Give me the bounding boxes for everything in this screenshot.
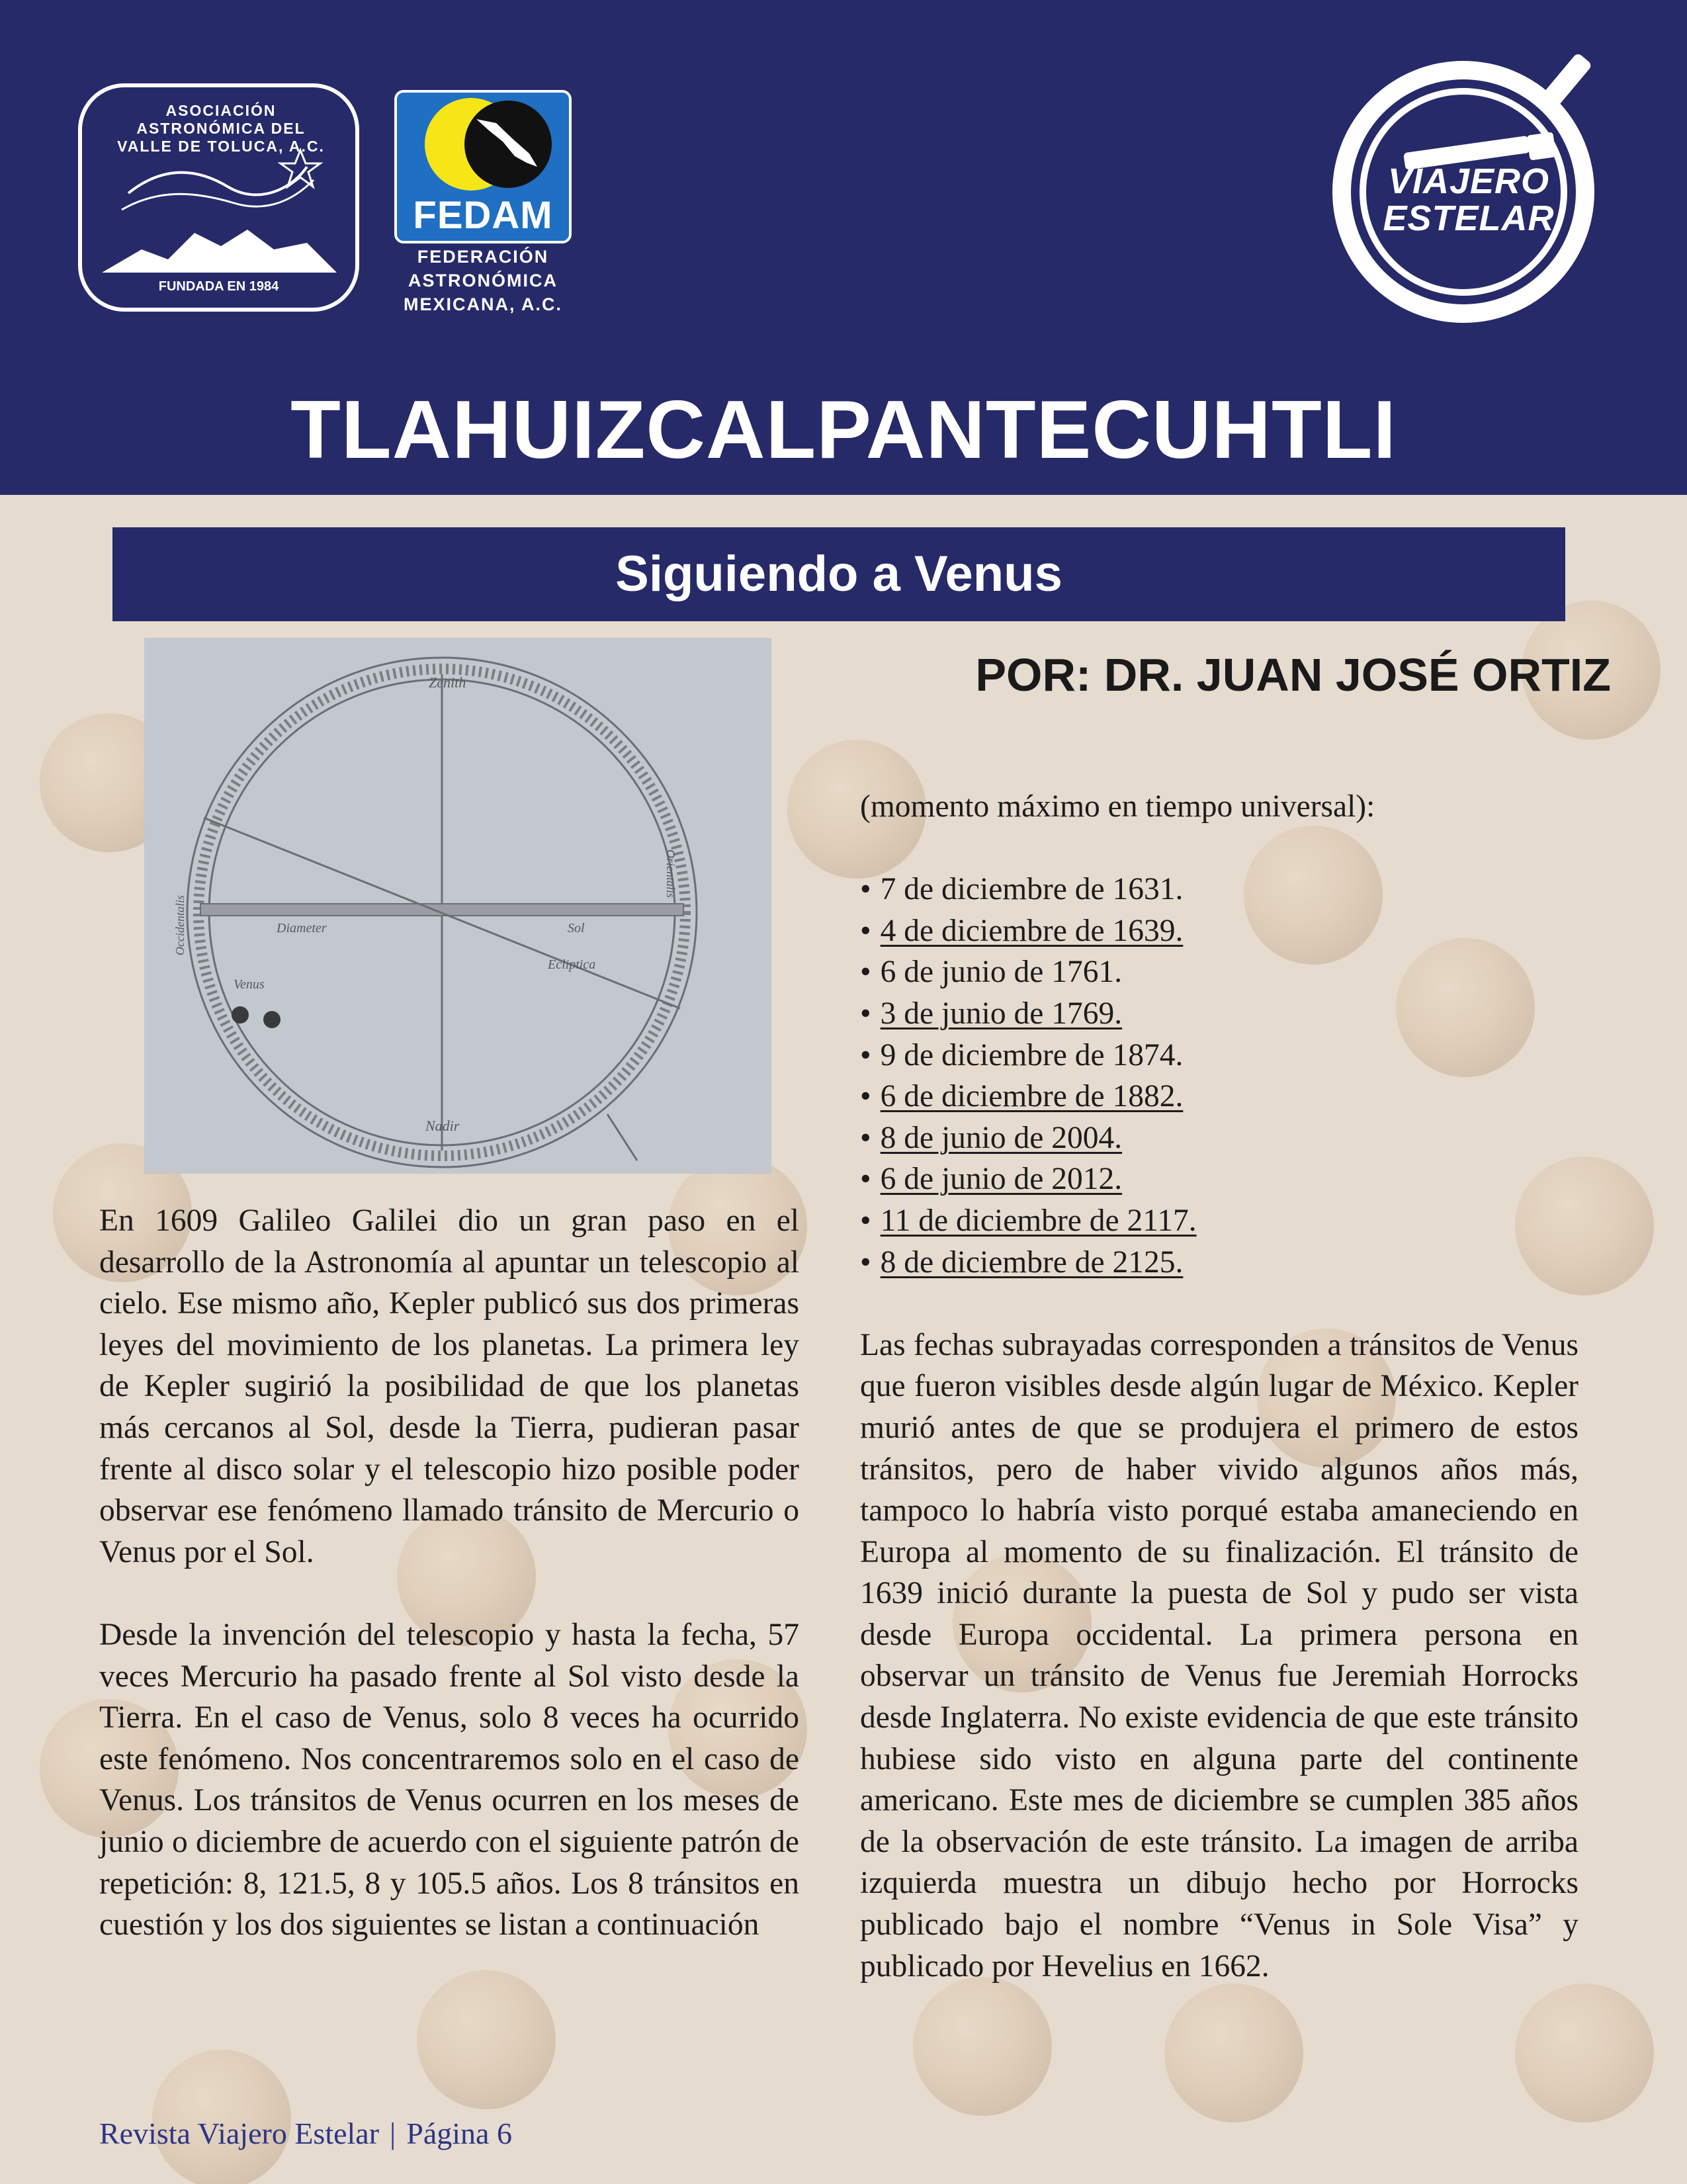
avt-logo <box>78 83 359 312</box>
transit-date-item: • 11 de diciembre de 2117. <box>860 1203 1197 1238</box>
figure-label-occidentalis: Occidentalis <box>173 895 187 955</box>
transits-intro: (momento máximo en tiempo universal): <box>860 789 1375 824</box>
viajero-line: VIAJERO <box>1387 161 1550 201</box>
footer-separator: | <box>390 2117 396 2150</box>
mexico-map-icon <box>397 93 569 192</box>
figure-label-sol: Sol <box>568 921 585 936</box>
fedam-logo <box>394 90 572 243</box>
article-title-bar <box>112 527 1565 621</box>
right-column <box>860 786 1579 1987</box>
left-column <box>99 1200 799 1946</box>
transit-date-item: • 6 de junio de 1761. <box>860 955 1123 990</box>
figure-label-ecliptica: Ecliptica <box>548 957 596 972</box>
transit-date-item: • 8 de diciembre de 2125. <box>860 1245 1184 1280</box>
fedam-subtitle-line: FEDERACIÓN <box>417 247 549 267</box>
figure-label-orientalis: Orientalis <box>664 850 677 898</box>
figure-label-venus: Venus <box>234 977 265 992</box>
transit-date-item: • 8 de junio de 2004. <box>860 1120 1123 1155</box>
figure-label-nadir: Nadir <box>425 1117 460 1134</box>
avt-ring-text: ASOCIACIÓN ASTRONÓMICA DEL VALLE DE TOLUCA, A.C. <box>117 102 325 155</box>
avt-founded-text: FUNDADA EN 1984 <box>158 279 279 294</box>
venus-transit-drawing <box>144 638 771 1174</box>
fedam-wordmark: FEDAM <box>413 194 553 237</box>
transit-date-item: • 7 de diciembre de 1631. <box>860 872 1184 907</box>
footer-page-number: Página 6 <box>406 2117 512 2150</box>
footer-magazine-name: Revista Viajero Estelar <box>99 2117 380 2150</box>
transit-date-item: • 9 de diciembre de 1874. <box>860 1037 1184 1072</box>
paragraph: Desde la invención del telescopio y hasta la fecha, 57 veces Mercurio ha pasado frente al Sol visto desde la Tierra. En el caso de Venus, solo 8 veces ha ocurrido este fenómeno. Nos concentraremos solo en el caso de Venus. Los tránsitos de Venus ocurren en los meses de junio o diciembre de acuerdo con el siguiente patrón de repetición: 8, 121.5, 8 y 105.5 años. Los 8 tránsitos en cuestión y los dos siguientes se listan a continuación <box>99 1617 799 1943</box>
author-byline: POR: DR. JUAN JOSÉ ORTIZ <box>975 649 1611 701</box>
fedam-subtitle-line: ASTRONÓMICA <box>408 271 558 290</box>
fedam-subtitle <box>380 245 585 316</box>
magazine-title: TLAHUIZCALPANTECUHTLI <box>290 384 1397 476</box>
masthead <box>0 0 1687 495</box>
figure-label-zenith: Zenith <box>429 674 466 691</box>
transit-dates-list <box>860 869 1579 1283</box>
transit-date-item: • 6 de junio de 2012. <box>860 1162 1123 1197</box>
paragraph: Las fechas subrayadas corresponden a tránsitos de Venus que fueron visibles desde algún lugar de México. Kepler murió antes de que se produjera el primero de estos tránsitos, pero de haber vivido algunos años más, tampoco lo habría visto porqué estaba amaneciendo en Europa al momento de su finalización. El tránsito de 1639 inició durante la puesta de Sol y pudo ser vista desde Europa occidental. La primera persona en observar un tránsito de Venus fue Jeremiah Horrocks desde Inglaterra. No existe evidencia de que este tránsito hubiese sido visto en alguna parte del continente americano. Este mes de diciembre se cumplen 385 años de la observación de este tránsito. La imagen de arriba izquierda muestra un dibujo hecho por Horrocks publicado bajo el nombre “Venus in Sole Visa” y publicado por Hevelius en 1662. <box>860 1327 1579 1984</box>
viajero-estelar-wordmark <box>1369 163 1568 237</box>
figure-label-diameter: Diameter <box>277 921 327 936</box>
transit-date-item: • 3 de junio de 1769. <box>860 996 1123 1031</box>
venus-transit-diagram <box>144 638 771 1174</box>
transit-date-item: • 4 de diciembre de 1639. <box>860 913 1184 948</box>
fedam-subtitle-line: MEXICANA, A.C. <box>403 294 562 314</box>
estelar-line: ESTELAR <box>1383 198 1555 238</box>
paragraph: En 1609 Galileo Galilei dio un gran paso en el desarrollo de la Astronomía al apuntar un telescopio al cielo. Ese mismo año, Kepler publicó sus dos primeras leyes del movimiento de los planetas. La primera ley de Kepler sugirió la posibilidad de que los planetas más cercanos al Sol, desde la Tierra, pudieran pasar frente al disco solar y el telescopio hizo posible poder observar ese fenómeno llamado tránsito de Mercurio o Venus por el Sol. <box>99 1203 799 1569</box>
article-title: Siguiendo a Venus <box>615 546 1062 602</box>
page-footer <box>99 2116 512 2151</box>
transit-date-item: • 6 de diciembre de 1882. <box>860 1079 1184 1114</box>
